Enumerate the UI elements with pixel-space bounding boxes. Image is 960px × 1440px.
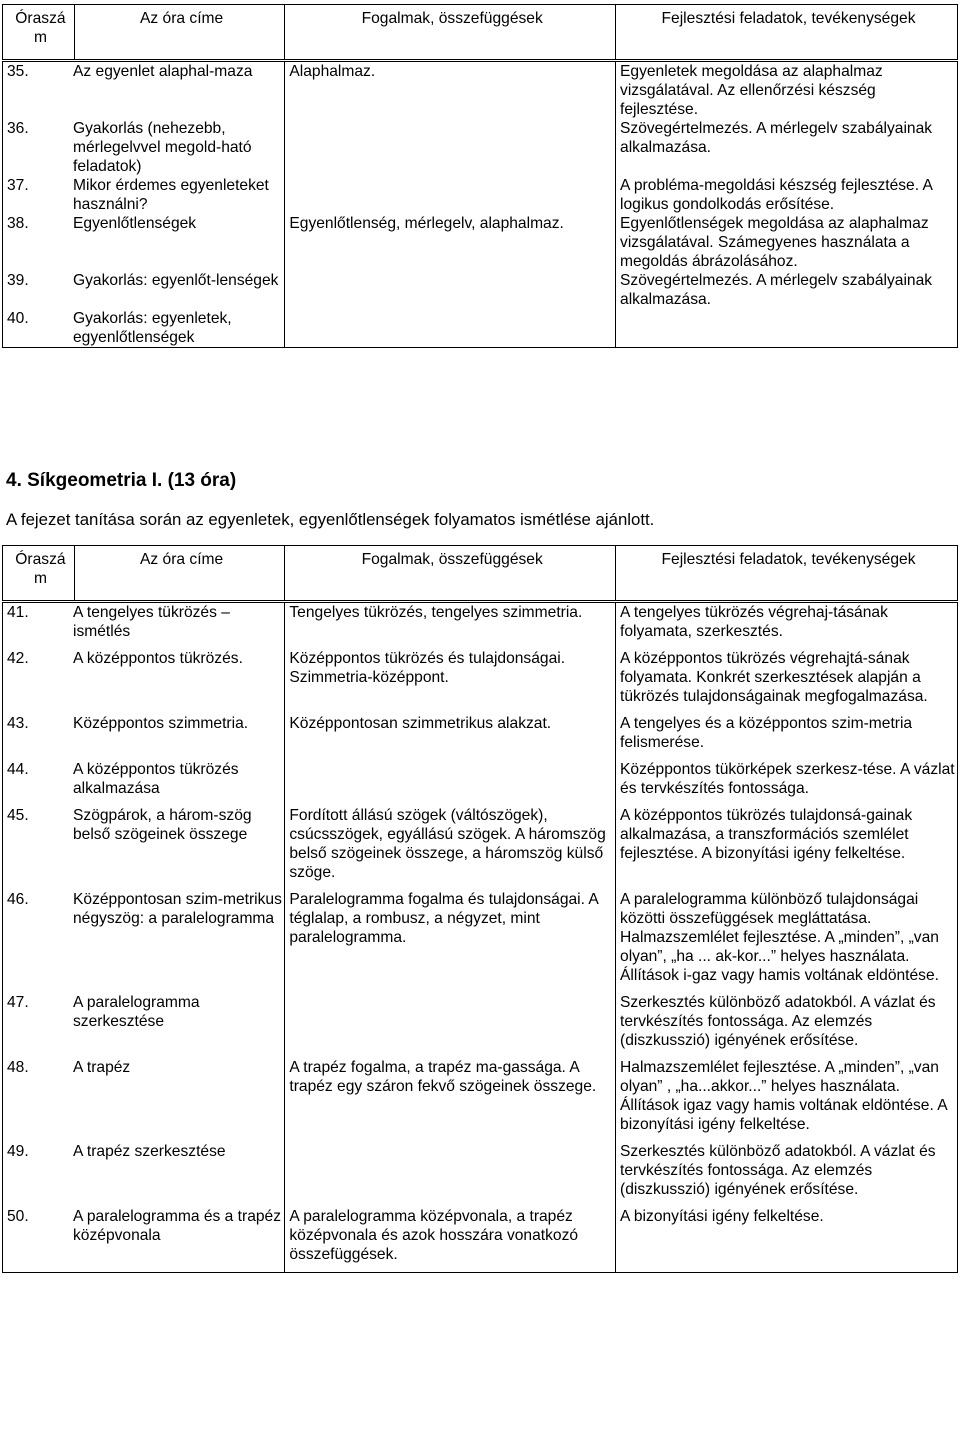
section-note: A fejezet tanítása során az egyenletek, egyenlőtlenségek folyamatos ismétlése ajánlott. [6,510,655,529]
table-row [3,890,958,993]
lesson-title: Gyakorlás (nehezebb, mérlegelvvel megold-ható feladatok) [73,120,252,175]
curriculum-table-2 [2,545,958,1273]
lesson-concepts: Középpontos tükrözés és tulajdonságai. Szimmetria-középpont. [285,649,616,714]
lesson-tasks: Halmazszemlélet fejlesztése. A „minden”, „van olyan” , „ha...akkor...” helyes használata. Állítások igaz vagy hamis voltának eldöntése. A bizonyítási igény felkeltése. [616,1058,958,1142]
header-title: Az óra címe [74,5,285,61]
lesson-title: Egyenlőtlenségek [73,215,197,232]
lesson-tasks: A tengelyes tükrözés végrehaj-tásának folyamata, szerkesztés. [616,602,958,650]
header-tasks: Fejlesztési feladatok, tevékenységek [616,546,958,602]
lesson-concepts: Középpontosan szimmetrikus alakzat. [285,714,616,760]
lesson-cell [3,993,285,1058]
table-row [3,806,958,890]
lesson-cell [3,61,285,120]
lesson-cell [3,890,285,993]
lesson-number: 43. [7,715,29,732]
table-row [3,1207,958,1273]
lesson-number: 41. [7,604,29,621]
lesson-concepts: Alaphalmaz. [285,61,616,120]
lesson-number: 40. [7,310,29,327]
lesson-title: Az egyenlet alaphal-maza [73,63,253,80]
section-heading: 4. Síkgeometria I. (13 óra) [6,470,237,491]
lesson-concepts: Tengelyes tükrözés, tengelyes szimmetria. [285,602,616,650]
lesson-cell [3,214,285,271]
lesson-cell [3,1207,285,1273]
lesson-cell [3,309,285,348]
lesson-cell [3,1058,285,1142]
lesson-number: 48. [7,1059,29,1076]
table-row [3,714,958,760]
lesson-concepts: Egyenlőtlenség, mérlegelv, alaphalmaz. [285,214,616,271]
header-row [3,5,958,61]
lesson-cell [3,806,285,890]
lesson-number: 50. [7,1208,29,1225]
lesson-concepts [285,993,616,1058]
lesson-tasks: Szövegértelmezés. A mérlegelv szabályainak alkalmazása. [616,271,958,309]
lesson-concepts: Paralelogramma fogalma és tulajdonságai. A téglalap, a rombusz, a négyzet, mint paralelogramma. [285,890,616,993]
table-row [3,1142,958,1207]
lesson-number: 45. [7,807,29,824]
table-row [3,119,958,176]
lesson-number: 36. [7,120,29,137]
lesson-cell [3,271,285,309]
lesson-title: A középpontos tükrözés alkalmazása [73,761,239,797]
lesson-concepts [285,309,616,348]
table-row [3,993,958,1058]
lesson-cell [3,1142,285,1207]
lesson-number: 37. [7,177,29,194]
lesson-title: Szögpárok, a három-szög belső szögeinek összege [73,807,252,843]
lesson-title: A tengelyes tükrözés – ismétlés [73,604,230,640]
lesson-concepts [285,760,616,806]
header-hours: Óraszá m [3,546,75,602]
lesson-title: Mikor érdemes egyenleteket használni? [73,177,269,213]
lesson-tasks: A probléma-megoldási készség fejlesztése. A logikus gondolkodás erősítése. [616,176,958,214]
lesson-concepts [285,1142,616,1207]
lesson-tasks: Egyenlőtlenségek megoldása az alaphalmaz vizsgálatával. Számegyenes használata a megoldás ábrázolásához. [616,214,958,271]
lesson-concepts: A trapéz fogalma, a trapéz ma-gassága. A trapéz egy száron fekvő szögeinek összege. [285,1058,616,1142]
header-row [3,546,958,602]
lesson-title: Gyakorlás: egyenlőt-lenségek [73,272,279,289]
lesson-number: 44. [7,761,29,778]
lesson-title: A középpontos tükrözés. [73,650,243,667]
lesson-tasks [616,309,958,348]
lesson-title: Középpontosan szim-metrikus négyszög: a paralelogramma [73,891,282,927]
curriculum-table-1 [2,4,958,348]
lesson-cell [3,760,285,806]
table-row [3,760,958,806]
header-title: Az óra címe [74,546,285,602]
lesson-cell [3,649,285,714]
table-row [3,602,958,650]
table-row [3,1058,958,1142]
table-row [3,61,958,120]
table-row [3,271,958,309]
lesson-tasks: Szerkesztés különböző adatokból. A vázlat és tervkészítés fontossága. Az elemzés (diszkusszió) igényének erősítése. [616,1142,958,1207]
lesson-number: 38. [7,215,29,232]
lesson-tasks: Középpontos tükörképek szerkesz-tése. A vázlat és tervkészítés fontossága. [616,760,958,806]
lesson-concepts: A paralelogramma középvonala, a trapéz középvonala és azok hosszára vonatkozó összefüggések. [285,1207,616,1273]
header-concepts: Fogalmak, összefüggések [285,5,616,61]
lesson-title: A paralelogramma szerkesztése [73,994,200,1030]
lesson-concepts [285,271,616,309]
lesson-tasks: A paralelogramma különböző tulajdonságai közötti összefüggések megláttatása. Halmazszemlélet fejlesztése. A „minden”, „van olyan”, „ha ... ak-kor...” helyes használata. Állítások i-gaz vagy hamis voltának eldöntése. [616,890,958,993]
table-row [3,309,958,348]
lesson-tasks: A tengelyes és a középpontos szim-metria felismerése. [616,714,958,760]
header-tasks: Fejlesztési feladatok, tevékenységek [616,5,958,61]
lesson-number: 46. [7,891,29,908]
lesson-number: 42. [7,650,29,667]
lesson-title: A paralelogramma és a trapéz középvonala [73,1208,282,1244]
lesson-tasks: A középpontos tükrözés tulajdonsá-gainak alkalmazása, a transzformációs szemlélet fejlesztése. A bizonyítási igény felkeltése. [616,806,958,890]
table-row [3,176,958,214]
lesson-title: A trapéz [73,1059,131,1076]
lesson-number: 35. [7,63,29,80]
lesson-concepts [285,119,616,176]
table-row [3,214,958,271]
lesson-number: 47. [7,994,29,1011]
lesson-title: A trapéz szerkesztése [73,1143,226,1160]
header-hours: Óraszá m [3,5,75,61]
lesson-number: 49. [7,1143,29,1160]
lesson-cell [3,714,285,760]
lesson-title: Gyakorlás: egyenletek, egyenlőtlenségek [73,310,232,346]
lesson-tasks: Egyenletek megoldása az alaphalmaz vizsgálatával. Az ellenőrzési készség fejlesztése. [616,61,958,120]
lesson-cell [3,119,285,176]
lesson-cell [3,176,285,214]
lesson-title: Középpontos szimmetria. [73,715,249,732]
lesson-concepts: Fordított állású szögek (váltószögek), csúcsszögek, egyállású szögek. A háromszög belső szögeinek összege, a háromszög külső szöge. [285,806,616,890]
lesson-tasks: A középpontos tükrözés végrehajtá-sának folyamata. Konkrét szerkesztések alapján a tükrözés tulajdonságainak megfogalmazása. [616,649,958,714]
lesson-tasks: A bizonyítási igény felkeltése. [616,1207,958,1273]
lesson-number: 39. [7,272,29,289]
lesson-tasks: Szövegértelmezés. A mérlegelv szabályainak alkalmazása. [616,119,958,176]
lesson-tasks: Szerkesztés különböző adatokból. A vázlat és tervkészítés fontossága. Az elemzés (diszkusszió) igényének erősítése. [616,993,958,1058]
lesson-concepts [285,176,616,214]
lesson-cell [3,602,285,650]
table-row [3,649,958,714]
header-concepts: Fogalmak, összefüggések [285,546,616,602]
